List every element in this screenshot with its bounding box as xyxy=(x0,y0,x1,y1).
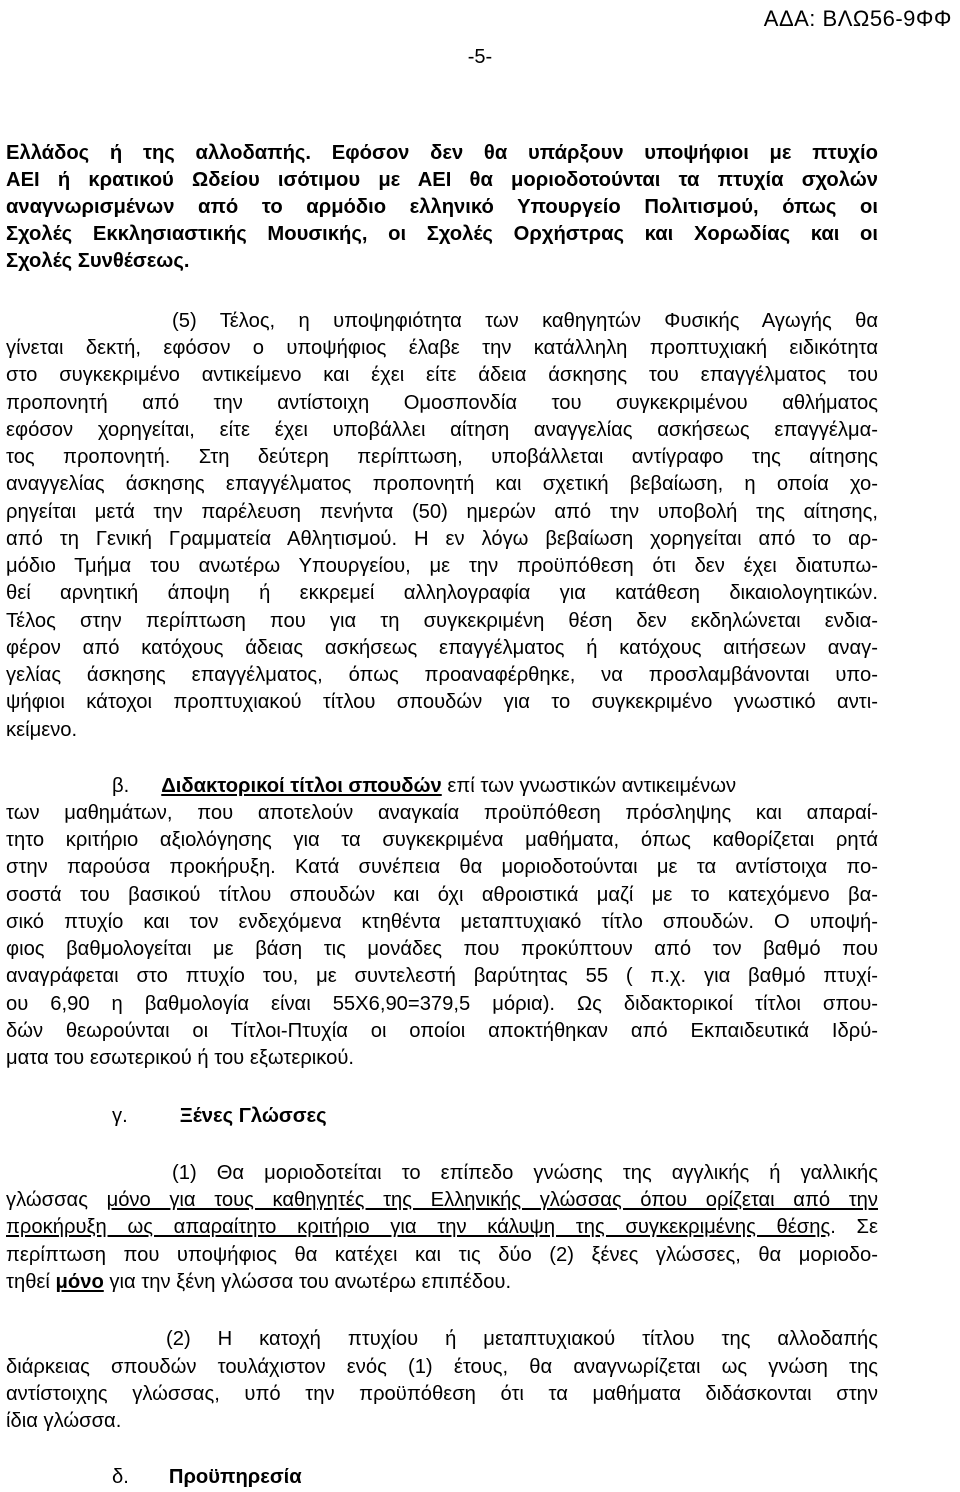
text-line: (2) Η κατοχή πτυχίου ή μεταπτυχιακού τίτλου της αλλοδαπής xyxy=(166,1328,878,1350)
section-d-title: Προϋπηρεσία xyxy=(168,1466,302,1488)
section-c-title: Ξένες Γλώσσες xyxy=(179,1105,327,1127)
section-d-letter: δ. xyxy=(112,1466,129,1488)
underlined-text: προκήρυξη ως απαραίτητο κριτήριο για την κάλυψη της συγκεκριμένης θέσης xyxy=(6,1216,831,1238)
emphasis-only: μόνο xyxy=(55,1271,104,1293)
text-span: για την ξένη γλώσσα του ανωτέρω επιπέδου. xyxy=(103,1271,512,1293)
text-line: τος προπονητή. Στη δεύτερη περίπτωση, υποβάλλεται αντίγραφο της αίτησης xyxy=(6,446,878,468)
text-line: ου 6,90 η βαθμολογία είναι 55Χ6,90=379,5 μόρια). Ως διδακτορικοί τίτλοι σπου- xyxy=(6,993,878,1015)
text-line: ρηγείται μετά την παρέλευση πενήντα (50) ημερών από την υποβολή της αίτησης, xyxy=(6,501,878,523)
text-line: αναγράφεται στο πτυχίο του, με συντελεστή βαρύτητας 55 ( π.χ. για βαθμό πτυχί- xyxy=(6,965,878,987)
text-line: μόδιο Τμήμα του ανωτέρω Υπουργείου, με την προϋπόθεση ότι δεν έχει διατυπω- xyxy=(6,555,878,577)
text-line: εφόσον χορηγείται, είτε έχει υποβάλλει αίτηση αναγγελίας ασκήσεως επαγγέλμα- xyxy=(6,419,878,441)
section-c-letter: γ. xyxy=(112,1105,128,1127)
text-line: Σχολές Εκκλησιαστικής Μουσικής, οι Σχολές Ορχήστρας και Χορωδίας και οι xyxy=(6,223,878,245)
text-line: Ελλάδος ή της αλλοδαπής. Εφόσον δεν θα υπάρξουν υποψήφιοι με πτυχίο xyxy=(6,142,878,164)
text-line: από τη Γενική Γραμματεία Αθλητισμού. Η εν λόγω βεβαίωση χορηγείται από το αρ- xyxy=(6,528,878,550)
text-line xyxy=(6,1269,878,1296)
text-line: προπονητή από την αντίστοιχη Ομοσπονδία του συγκεκριμένου αθλήματος xyxy=(6,392,878,414)
text-line: στην παρούσα προκήρυξη. Κατά συνέπεια θα μοριοδοτούνται με τα αντίστοιχα πο- xyxy=(6,856,878,878)
text-line: περίπτωση που υποψήφιος θα κατέχει και τις δύο (2) ξένες γλώσσες, θα μοριοδο- xyxy=(6,1244,878,1266)
section-b-letter: β. xyxy=(112,775,130,797)
text-line: φιος βαθμολογείται με βάση τις μονάδες που προκύπτουν από τον βαθμό που xyxy=(6,938,878,960)
text-line xyxy=(6,1187,878,1214)
text-line: ματα του εσωτερικού ή του εξωτερικού. xyxy=(6,1047,355,1069)
text-line: Τέλος στην περίπτωση που για τη συγκεκριμένη θέση δεν εκδηλώνεται ενδια- xyxy=(6,610,878,632)
text-line: ίδια γλώσσα. xyxy=(6,1410,122,1432)
text-line: ΑΕΙ ή κρατικού Ωδείου ισότιμου με ΑΕΙ θα μοριοδοτούνται τα πτυχία σχολών xyxy=(6,169,878,191)
text-line: γελίας άσκησης επαγγέλματος, όπως προαναφέρθηκε, να προσλαμβάνονται υπο- xyxy=(6,664,878,686)
section-d-heading-line xyxy=(112,1464,878,1491)
text-line: γίνεται δεκτή, εφόσον ο υποψήφιος έλαβε την κατάλληλη προπτυχιακή ειδικότητα xyxy=(6,337,878,359)
text-line: σοστά του βασικού τίτλου σπουδών και όχι αθροιστικά μαζί με το κατεχόμενο βα- xyxy=(6,884,878,906)
page-number: -5- xyxy=(467,46,493,68)
text-line: στο συγκεκριμένο αντικείμενο και έχει είτε άδεια άσκησης του επαγγέλματος του xyxy=(6,364,878,386)
text-line: ψήφιοι κάτοχοι προπτυχιακού τίτλου σπουδών για το συγκεκριμένο γνωστικό αντι- xyxy=(6,691,878,713)
text-line xyxy=(6,1214,878,1241)
text-span: . Σε xyxy=(830,1216,878,1238)
text-line: αναγνωρισμένων από το αρμόδιο ελληνικό Υπουργείο Πολιτισμού, όπως οι xyxy=(6,196,878,218)
section-b-heading-line xyxy=(112,773,878,800)
text-line: των μαθημάτων, που αποτελούν αναγκαία προϋπόθεση πρόσληψης και απαραί- xyxy=(6,802,878,824)
section-b-intro: επί των γνωστικών αντικειμένων xyxy=(441,775,737,797)
text-span: γλώσσας xyxy=(6,1189,107,1211)
text-line: θεί αρνητική άποψη ή εκκρεμεί αλληλογραφία για κατάθεση δικαιολογητικών. xyxy=(6,582,878,604)
text-line: (5) Τέλος, η υποψηφιότητα των καθηγητών Φυσικής Αγωγής θα xyxy=(172,310,878,332)
text-line: κείμενο. xyxy=(6,719,78,741)
text-line: φέρον από κατόχους άδειας ασκήσεως επαγγέλματος ή κατόχους αιτήσεων αναγ- xyxy=(6,637,878,659)
text-line: Σχολές Συνθέσεως. xyxy=(6,250,190,272)
section-c-heading-line xyxy=(112,1103,878,1130)
text-line: σικό πτυχίο και τον ενδεχόμενα κτηθέντα μεταπτυχιακό τίτλο σπουδών. Ο υποψή- xyxy=(6,911,878,933)
underlined-text: μόνο για τους καθηγητές της Ελληνικής γλώσσας όπου ορίζεται από την xyxy=(106,1189,878,1211)
ada-code: ΑΔΑ: ΒΛΩ56-9ΦΦ xyxy=(763,6,952,31)
text-line: αντίστοιχης γλώσσας, υπό την προϋπόθεση ότι τα μαθήματα διδάσκονται στην xyxy=(6,1383,878,1405)
section-b-title: Διδακτορικοί τίτλοι σπουδών xyxy=(161,775,442,797)
text-line: δών θεωρούνται οι Τίτλοι-Πτυχία οι οποίοι αποκτήθηκαν από Εκπαιδευτικά Ιδρύ- xyxy=(6,1020,878,1042)
text-line: τητο κριτήριο αξιολόγησης για τα συγκεκριμένα μαθήματα, όπως καθορίζεται ρητά xyxy=(6,829,878,851)
text-line: (1) Θα μοριοδοτείται το επίπεδο γνώσης της αγγλικής ή γαλλικής xyxy=(172,1162,878,1184)
text-span: τηθεί xyxy=(6,1271,56,1293)
text-line: αναγγελίας άσκησης επαγγέλματος προπονητή και σχετική βεβαίωση, η οποία χο- xyxy=(6,473,878,495)
text-line: διάρκειας σπουδών τουλάχιστον ενός (1) έτους, θα αναγνωρίζεται ως γνώση της xyxy=(6,1356,878,1378)
